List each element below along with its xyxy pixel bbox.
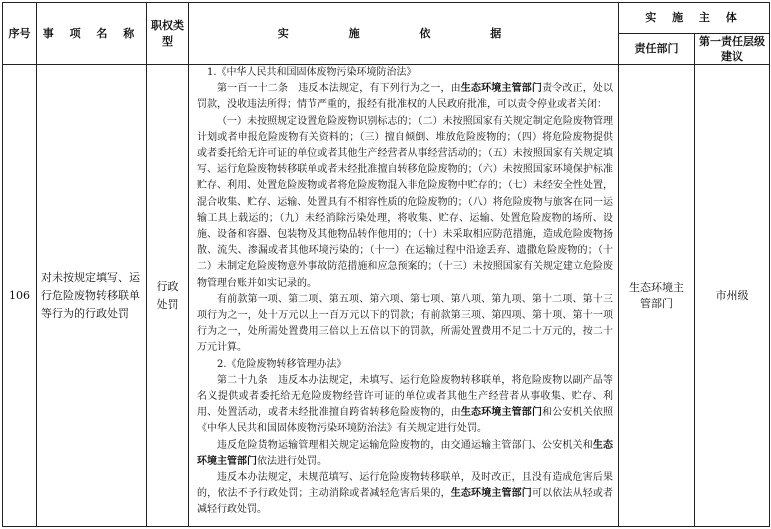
table-row [3,65,770,527]
row-seq: 106 [3,65,37,527]
header-subject: 实 施 主 体 [619,3,770,34]
header-item: 事 项 名 称 [37,3,147,65]
law2-title: 2.《危险废物转移管理办法》 [217,358,347,370]
dept-highlight: 生态环境主管部门 [460,83,543,95]
law2-paragraph-2: 违反危险货物运输管理相关规定运输危险废物的，由交通运输主管部门、公安机关和生态环境主管部门依法进行处罚。 [197,439,614,467]
row-dept: 生态环境主管部门 [619,65,695,527]
law1-title: 1.《中华人民共和国固体废物污染环境防治法》 [207,67,417,78]
law1-paragraph-1: 第一百一十二条 违反本法规定，有下列行为之一，由生态环境主管部门责令改正，处以罚款，没收违法所得；情节严重的，报经有批准权的人民政府批准，可以责令停业或者关闭： [197,83,614,111]
header-dept: 责任部门 [619,34,695,65]
law2-paragraph-3: 违反本办法规定，未规范填写、运行危险废物转移联单，及时改正，且没有造成危害后果的，依法不予行政处罚；主动消除或者减轻危害后果的，生态环境主管部门可以依法从轻或者减轻行政处罚。 [197,472,614,516]
row-item: 对未按规定填写、运行危险废物转移联单等行为的行政处罚 [37,65,147,527]
authority-table [2,2,770,527]
row-level: 市州级 [695,65,770,527]
dept-highlight: 生态环境主管部门 [450,488,532,500]
dept-highlight: 生态环境主管部门 [197,439,614,467]
row-type: 行政处罚 [147,65,189,527]
law1-paragraph-2: （一）未按照规定设置危险废物识别标志的；（二）未按照国家有关规定制定危险废物管理计划或者申报危险废物有关资料的；（三）擅自倾倒、堆放危险废物的；（四）将危险废物提供或者委托给无许可证的单位或者其他生产经营者从事经营活动的；（五）未按照国家有关规定填写、运行危险废物转移联单或者未经批准擅自转移危险废物的；（六）未按照国家环境保护标准贮存、利用、处置危险废物或者将危险废物混入非危险废物中贮存的；（七）未经安全性处置，混合收集、贮存、运输、处置具有不相容性质的危险废物的；（八）将危险废物与旅客在同一运输工具上载运的；（九）未经消除污染处理，将收集、贮存、运输、处置危险废物的场所、设施、设备和容器、包装物及其他物品转作他用的；（十）未采取相应防范措施，造成危险废物扬散、流失、渗漏或者其他环境污染的；（十一）在运输过程中沿途丢弃、遗撒危险废物的；（十二）未制定危险废物意外事故防范措施和应急预案的；（十三）未按照国家有关规定建立危险废物管理台账并如实记录的。 [197,115,613,289]
dept-highlight: 生态环境主管部门 [460,407,543,419]
law1-paragraph-3: 有前款第一项、第二项、第五项、第六项、第七项、第八项、第九项、第十二项、第十三项行为之一，处十万元以上一百万元以下的罚款；有前款第三项、第四项、第十项、第十一项行为之一，处所需处置费用三倍以上五倍以下的罚款，所需处置费用不足二十万元的，按二十万元计算。 [197,293,613,354]
header-level: 第一责任层级建议 [695,34,770,65]
law2-paragraph-1: 第二十九条 违反本办法规定，未填写、运行危险废物转移联单，将危险废物以副产品等名义提供或者委托给无危险废物经营许可证的单位或者其他生产经营者从事收集、贮存、利用、处置活动，或者未经批准擅自跨省转移危险废物的，由生态环境主管部门和公安机关依照《中华人民共和国固体废物污染环境防治法》有关规定进行处罚。 [197,374,614,435]
header-seq: 序号 [3,3,37,65]
header-type: 职权类型 [147,3,189,65]
header-basis: 实 施 依 据 [189,3,619,65]
row-basis [189,65,619,527]
